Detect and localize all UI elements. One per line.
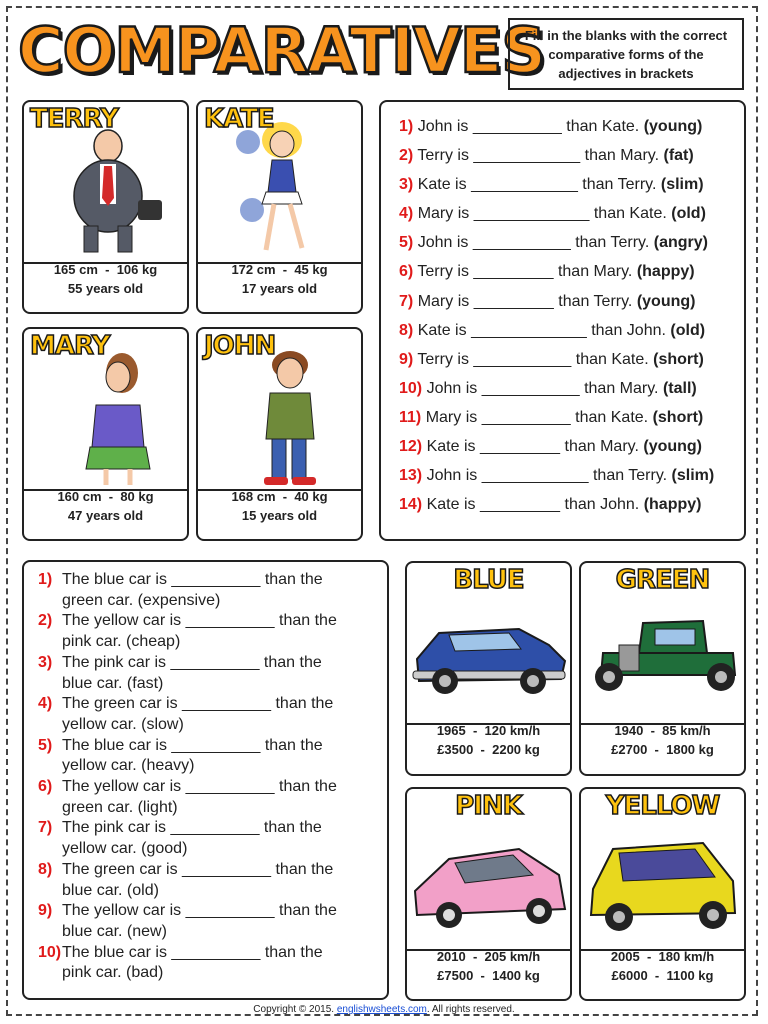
price-value: £6000 [611, 968, 648, 983]
car-picture [581, 789, 744, 951]
question-line-1[interactable]: The blue car is __________ than the [62, 943, 323, 961]
question-number: 3) [399, 176, 414, 194]
answer-blank[interactable]: _____________ [471, 321, 587, 339]
car-question-row [24, 860, 387, 901]
question-row [399, 228, 744, 257]
question-line-2: yellow car. (heavy) [62, 757, 195, 775]
mary-illustration [60, 347, 170, 487]
question-adjective: (young) [643, 118, 703, 135]
person-picture [198, 329, 361, 491]
car-picture [407, 563, 570, 725]
answer-blank[interactable]: ____________ [481, 467, 589, 485]
question-row [399, 403, 744, 432]
answer-blank[interactable]: ____________ [471, 176, 578, 194]
answer-blank[interactable]: ___________ [473, 350, 572, 368]
question-line-1[interactable]: The blue car is __________ than the [62, 571, 323, 588]
question-rest: than Mary. [584, 147, 660, 165]
car-stats: 2010 - 205 km/h £7500 - 1400 kg [436, 949, 541, 983]
question-rest: than Kate. [593, 205, 667, 223]
car-stats: 1965 - 120 km/h £3500 - 2200 kg [436, 723, 541, 757]
question-subject: John is [417, 234, 469, 252]
question-rest: than Kate. [575, 350, 649, 368]
question-subject: John is [426, 379, 478, 397]
question-row [399, 257, 744, 286]
car-picture [581, 563, 744, 725]
worksheet-title: COMPARATIVES [18, 14, 545, 87]
question-row [399, 170, 744, 199]
car-questions-list [24, 570, 387, 984]
car-question-row [24, 570, 387, 611]
answer-blank[interactable]: _________ [479, 496, 561, 514]
question-adjective: (fat) [663, 147, 694, 165]
copyright-footer [0, 1004, 768, 1015]
age-value: 17 years old [241, 281, 318, 296]
question-rest: than Mary. [584, 379, 659, 397]
question-adjective: (tall) [662, 379, 697, 397]
question-number: 1) [399, 118, 414, 135]
question-number: 3) [38, 653, 53, 671]
question-number: 6) [38, 778, 53, 796]
speed-value: 120 km/h [484, 723, 541, 738]
car-question-row [24, 736, 387, 777]
question-number: 8) [38, 860, 53, 878]
question-line-2: blue car. (fast) [62, 674, 164, 692]
question-adjective: (short) [653, 350, 704, 368]
year-value: 1940 [614, 723, 644, 738]
terry-illustration [48, 128, 168, 258]
person-picture [24, 329, 187, 491]
weight-value: 45 kg [294, 262, 328, 277]
people-questions-list [399, 112, 744, 519]
question-subject: Mary is [417, 205, 470, 223]
question-subject: Kate is [426, 496, 476, 514]
question-number: 2) [38, 612, 53, 630]
question-number: 14) [399, 496, 423, 514]
question-row [399, 432, 744, 461]
question-line-2: blue car. (old) [62, 881, 159, 899]
person-stats: 168 cm - 40 kg 15 years old [198, 481, 361, 539]
question-number: 9) [399, 350, 414, 368]
person-card-terry [22, 100, 189, 314]
question-row [399, 112, 744, 141]
car-name: GREEN [615, 565, 710, 595]
question-subject: Kate is [417, 176, 467, 194]
car-stats: 2005 - 180 km/h £6000 - 1100 kg [610, 949, 715, 983]
question-line-1[interactable]: The yellow car is __________ than the [62, 612, 337, 630]
car-picture [407, 789, 570, 951]
question-rest: than Terry. [582, 176, 657, 194]
question-adjective: (old) [670, 321, 706, 339]
answer-blank[interactable]: __________ [481, 408, 571, 426]
price-value: £7500 [437, 968, 474, 983]
question-subject: Terry is [417, 263, 469, 281]
question-subject: Terry is [417, 147, 469, 165]
answer-blank[interactable]: _________ [473, 263, 554, 281]
car-question-row [24, 901, 387, 942]
instructions-box [508, 18, 744, 90]
question-line-1[interactable]: The blue car is __________ than the [62, 736, 323, 754]
question-rest: than Kate. [566, 118, 640, 135]
question-row [399, 316, 744, 345]
question-line-1[interactable]: The green car is __________ than the [62, 860, 334, 878]
question-rest: than Terry. [592, 467, 668, 485]
question-adjective: (short) [652, 408, 704, 426]
car-question-row [24, 653, 387, 694]
person-name: KATE [204, 104, 274, 134]
car-weight-value: 1100 kg [666, 968, 714, 983]
john-illustration [234, 347, 344, 487]
question-number: 1) [38, 571, 53, 588]
question-number: 5) [38, 736, 53, 754]
car-questions-panel [22, 560, 389, 1000]
answer-blank[interactable]: _________ [473, 292, 554, 310]
age-value: 55 years old [67, 281, 144, 296]
question-number: 12) [399, 438, 423, 456]
answer-blank[interactable]: ____________ [473, 147, 581, 165]
pink-car-illustration [409, 825, 569, 935]
question-subject: John is [417, 118, 469, 135]
question-number: 5) [399, 234, 414, 252]
question-rest: than John. [564, 496, 640, 514]
instructions-text: Fill in the blanks with the correct comparative forms of the adjectives in brackets [524, 27, 728, 81]
question-line-2: pink car. (cheap) [62, 633, 181, 651]
speed-value: 180 km/h [658, 949, 715, 964]
site-link[interactable]: englishwsheets.com [336, 1004, 427, 1015]
question-line-1[interactable]: The yellow car is __________ than the [62, 778, 337, 796]
question-line-2: green car. (expensive) [62, 591, 221, 609]
yellow-car-illustration [583, 825, 743, 935]
question-rest: than Terry. [558, 292, 633, 310]
question-rest: than John. [591, 321, 666, 339]
height-value: 165 cm [53, 262, 98, 277]
person-card-mary [22, 327, 189, 541]
question-number: 4) [38, 695, 53, 713]
person-name: TERRY [30, 104, 118, 134]
question-line-2: yellow car. (slow) [62, 715, 184, 733]
answer-blank[interactable]: _________ [479, 438, 561, 456]
speed-value: 205 km/h [484, 949, 541, 964]
age-value: 15 years old [241, 508, 318, 523]
year-value: 1965 [436, 723, 466, 738]
question-subject: Mary is [417, 292, 470, 310]
question-number: 10) [38, 943, 62, 961]
person-picture [24, 102, 187, 264]
green-car-illustration [583, 603, 743, 703]
weight-value: 106 kg [116, 262, 158, 277]
question-subject: Kate is [426, 438, 476, 456]
price-value: £3500 [437, 742, 474, 757]
blue-car-illustration [409, 603, 569, 703]
car-card-yellow [579, 787, 746, 1001]
car-question-row [24, 943, 387, 984]
answer-blank[interactable]: _____________ [473, 205, 590, 223]
question-number: 2) [399, 147, 414, 165]
question-number: 7) [399, 292, 414, 310]
car-weight-value: 1800 kg [666, 742, 714, 757]
person-name: JOHN [204, 331, 276, 361]
question-number: 6) [399, 263, 414, 281]
question-row [399, 287, 744, 316]
question-rest: than Terry. [575, 234, 650, 252]
weight-value: 80 kg [120, 489, 154, 504]
answer-blank[interactable]: __________ [472, 118, 562, 135]
car-card-blue [405, 561, 572, 776]
question-rest: than Kate. [575, 408, 649, 426]
question-adjective: (young) [636, 292, 696, 310]
question-adjective: (young) [643, 438, 703, 456]
question-line-1[interactable]: The green car is __________ than the [62, 695, 334, 713]
car-card-green [579, 561, 746, 776]
car-card-pink [405, 787, 572, 1001]
copyright-prefix: Copyright © 2015. [253, 1004, 335, 1015]
question-rest: than Mary. [564, 438, 639, 456]
question-adjective: (happy) [636, 263, 695, 281]
people-questions-panel [379, 100, 746, 541]
person-stats: 172 cm - 45 kg 17 years old [198, 254, 361, 312]
person-name: MARY [30, 331, 110, 361]
person-stats: 165 cm - 106 kg 55 years old [24, 254, 187, 312]
height-value: 168 cm [231, 489, 276, 504]
car-weight-value: 1400 kg [492, 968, 540, 983]
question-number: 7) [38, 819, 53, 837]
question-row [399, 374, 744, 403]
question-adjective: (old) [671, 205, 706, 223]
question-line-2: pink car. (bad) [62, 964, 164, 982]
price-value: £2700 [611, 742, 648, 757]
question-line-1[interactable]: The yellow car is __________ than the [62, 902, 337, 920]
answer-blank[interactable]: ___________ [472, 234, 571, 252]
question-subject: John is [426, 467, 478, 485]
question-line-2: yellow car. (good) [62, 840, 188, 858]
car-question-row [24, 611, 387, 652]
car-name: YELLOW [605, 791, 720, 821]
question-subject: Mary is [425, 408, 478, 426]
car-name: BLUE [453, 565, 524, 595]
person-card-john [196, 327, 363, 541]
question-row [399, 490, 744, 519]
person-stats: 160 cm - 80 kg 47 years old [24, 481, 187, 539]
answer-blank[interactable]: ___________ [481, 379, 580, 397]
car-name: PINK [455, 791, 522, 821]
car-weight-value: 2200 kg [492, 742, 540, 757]
year-value: 2005 [610, 949, 640, 964]
question-subject: Kate is [417, 321, 467, 339]
question-number: 8) [399, 321, 414, 339]
question-number: 13) [399, 467, 423, 485]
question-adjective: (happy) [643, 496, 702, 514]
question-adjective: (slim) [660, 176, 704, 194]
question-line-1[interactable]: The pink car is __________ than the [62, 653, 322, 671]
person-card-kate [196, 100, 363, 314]
question-adjective: (slim) [671, 467, 715, 485]
question-number: 10) [399, 379, 423, 397]
question-line-2: green car. (light) [62, 798, 178, 816]
car-question-row [24, 777, 387, 818]
year-value: 2010 [436, 949, 466, 964]
kate-illustration [222, 120, 342, 260]
height-value: 172 cm [231, 262, 276, 277]
question-line-2: blue car. (new) [62, 922, 167, 940]
question-row [399, 345, 744, 374]
copyright-suffix: . All rights reserved. [426, 1004, 515, 1015]
question-adjective: (angry) [653, 234, 708, 252]
age-value: 47 years old [67, 508, 144, 523]
question-rest: than Mary. [557, 263, 633, 281]
height-value: 160 cm [57, 489, 102, 504]
question-row [399, 141, 744, 170]
question-number: 4) [399, 205, 414, 223]
question-row [399, 199, 744, 228]
car-stats: 1940 - 85 km/h £2700 - 1800 kg [611, 723, 714, 757]
question-line-1[interactable]: The pink car is __________ than the [62, 819, 322, 837]
question-subject: Terry is [417, 350, 469, 368]
question-row [399, 461, 744, 490]
question-number: 11) [399, 408, 422, 426]
person-picture [198, 102, 361, 264]
weight-value: 40 kg [294, 489, 328, 504]
question-number: 9) [38, 902, 53, 920]
speed-value: 85 km/h [662, 723, 711, 738]
car-question-row [24, 818, 387, 859]
car-question-row [24, 694, 387, 735]
